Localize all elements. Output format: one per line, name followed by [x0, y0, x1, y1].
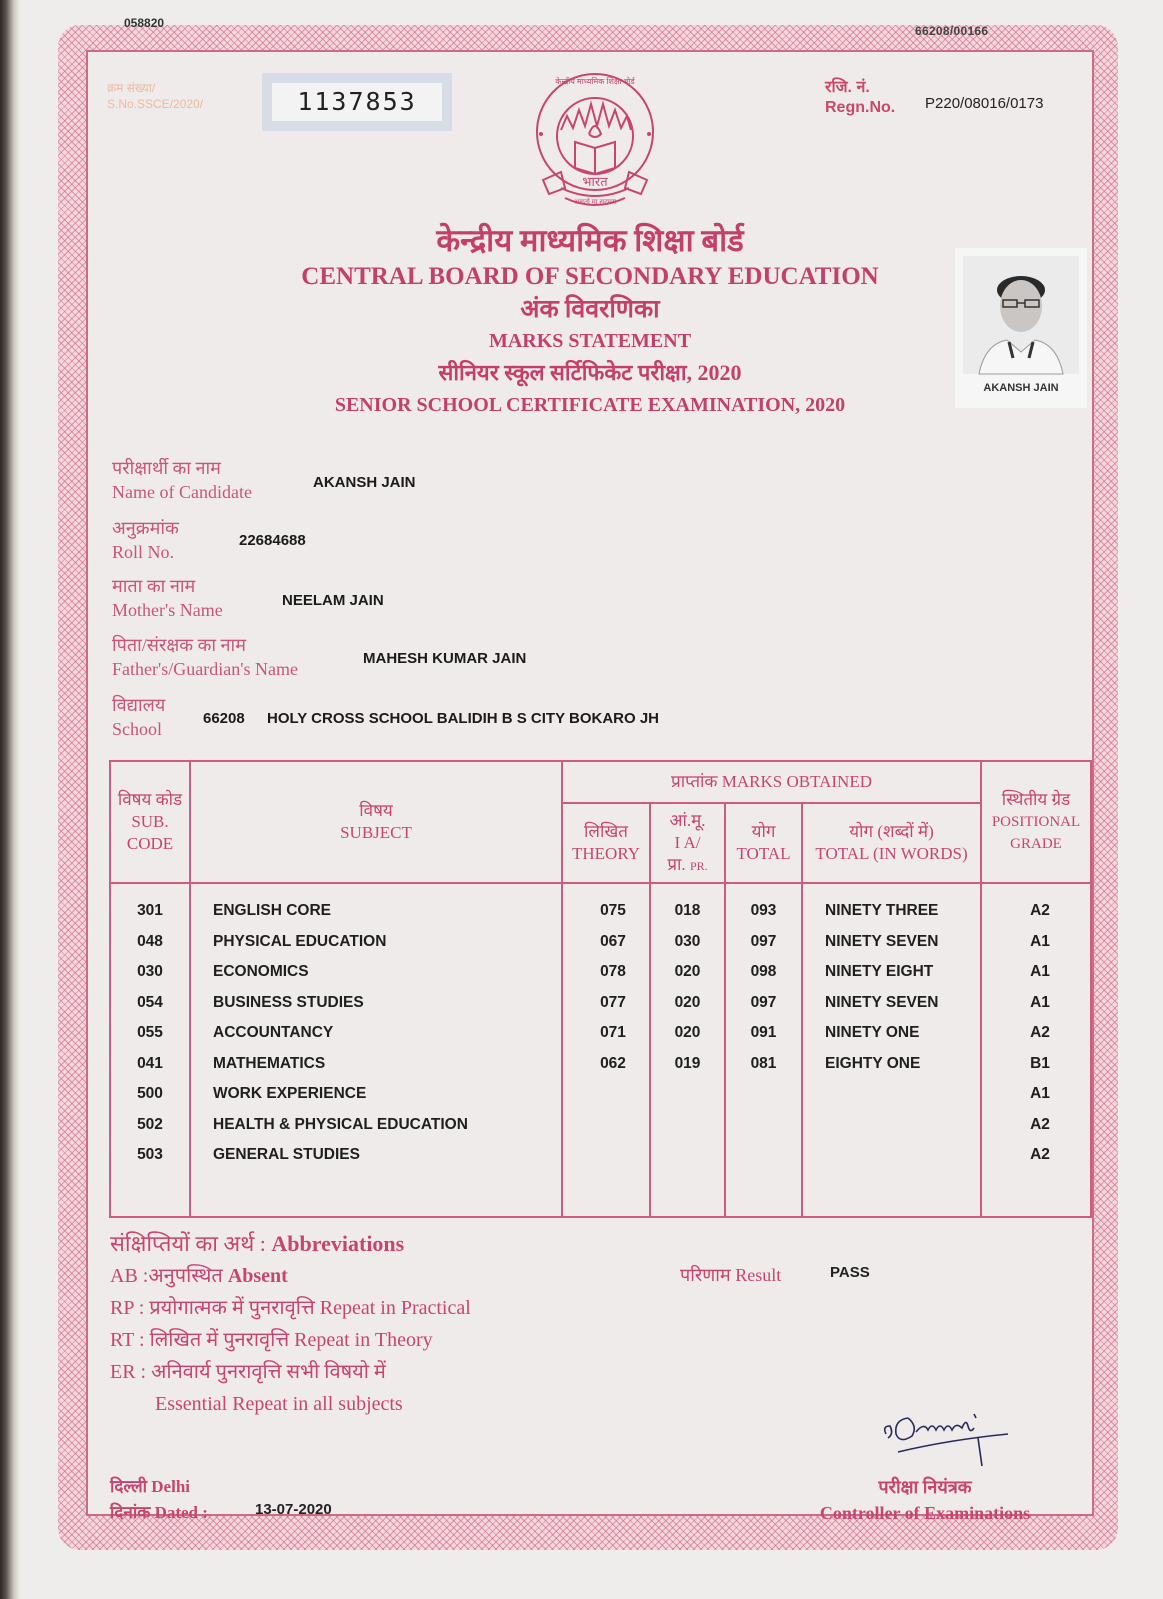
cell-grade: A2 — [1030, 1115, 1050, 1133]
header-text: TOTAL (IN WORDS) — [815, 844, 968, 863]
dated-label — [110, 1500, 208, 1526]
label-hindi: विद्यालय — [112, 695, 166, 715]
controller-signature — [878, 1404, 1028, 1474]
header-text: लिखित — [584, 822, 628, 841]
cell-grade: A1 — [1030, 963, 1050, 980]
cell-theory: 077 — [600, 993, 626, 1011]
abbr-hindi: अनुपस्थित — [148, 1265, 223, 1287]
table-header-row — [110, 761, 1091, 803]
header-text: CODE — [126, 834, 174, 853]
cell-code: 030 — [137, 963, 163, 980]
result-label — [680, 1263, 781, 1287]
cell-total: 097 — [750, 993, 777, 1011]
cell-code: 503 — [137, 1146, 163, 1163]
abbr-english: Repeat in Theory — [294, 1329, 433, 1351]
abbr-hindi: प्रयोगात्मक में पुनरावृत्ति — [149, 1297, 315, 1319]
abbr-code: RT : — [110, 1329, 145, 1351]
header-text: विषय कोड — [117, 790, 183, 809]
statement-title-english: MARKS STATEMENT — [488, 330, 692, 352]
serial-number-top-left: 058820 — [124, 16, 165, 30]
abbreviations-block — [110, 1228, 471, 1420]
regn-label-english: Regn.No. — [825, 99, 896, 116]
sno-label-hindi: क्रम संख्या/ — [107, 81, 156, 95]
abbr-code: AB : — [110, 1265, 149, 1287]
dated-hindi: दिनांक — [110, 1503, 151, 1522]
header-marks-obtained — [562, 761, 981, 803]
controller-hindi: परीक्षा नियंत्रक — [878, 1477, 972, 1497]
abbr-english: Repeat in Practical — [319, 1297, 471, 1319]
cell-words — [825, 1110, 980, 1141]
cell-subject: GENERAL STUDIES — [213, 1146, 360, 1163]
father-name-value: MAHESH KUMAR JAIN — [363, 650, 527, 667]
column-total — [725, 883, 802, 1217]
mother-name-label — [112, 574, 223, 622]
candidate-photo — [955, 248, 1087, 408]
header-sub-code — [110, 761, 190, 883]
label-hindi: पिता/संरक्षक का नाम — [112, 635, 246, 655]
cell-grade: A1 — [1030, 1085, 1050, 1102]
exam-title-english: SENIOR SCHOOL CERTIFICATE EXAMINATION, 2020 — [334, 394, 846, 416]
place-and-date — [110, 1474, 208, 1526]
cell-ia: 020 — [674, 1024, 701, 1041]
header-text: प्रा. — [667, 854, 686, 874]
header-ia-pr — [650, 803, 725, 883]
cell-total: 081 — [750, 1054, 777, 1072]
cell-subject: ACCOUNTANCY — [213, 1024, 334, 1041]
label-english: School — [112, 719, 163, 739]
abbr-item-ab — [110, 1260, 471, 1292]
cell-total: 093 — [750, 902, 777, 919]
cell-total — [726, 1110, 801, 1141]
board-name-english: CENTRAL BOARD OF SECONDARY EDUCATION — [301, 263, 879, 290]
person-portrait-icon — [955, 248, 1087, 378]
header-text: POSITIONAL — [991, 814, 1081, 830]
title-block — [270, 222, 910, 420]
photo-caption: AKANSH JAIN — [983, 382, 1059, 394]
cell-ia: 019 — [674, 1054, 701, 1072]
abbr-item-er — [110, 1356, 471, 1388]
school-label — [112, 693, 165, 741]
column-subject — [190, 883, 562, 1217]
candidate-name-value: AKANSH JAIN — [313, 474, 416, 491]
cell-words — [825, 1140, 980, 1171]
cell-ia: 020 — [674, 963, 701, 980]
label-english: Roll No. — [112, 542, 175, 562]
abbreviations-heading — [110, 1228, 471, 1260]
column-ia-pr — [650, 883, 725, 1217]
cell-words: NINETY SEVEN — [825, 993, 939, 1011]
header-text: I A/ — [674, 832, 701, 852]
label-english: Father's/Guardian's Name — [112, 659, 298, 679]
cell-grade: A1 — [1030, 993, 1050, 1011]
cell-subject: MATHEMATICS — [213, 1054, 326, 1072]
abbr-code: RP : — [110, 1297, 145, 1319]
scan-edge-shadow — [0, 0, 20, 1599]
column-grade — [981, 883, 1091, 1217]
dated-english: Dated : — [154, 1503, 208, 1522]
header-text: TOTAL — [736, 844, 791, 863]
cell-theory — [577, 1110, 649, 1141]
header-text: स्थितीय ग्रेड — [1001, 790, 1071, 809]
header-text: SUBJECT — [340, 823, 412, 842]
header-text: THEORY — [572, 844, 640, 863]
header-text: SUB. — [131, 812, 169, 831]
cell-code: 048 — [137, 932, 163, 950]
cell-theory: 071 — [600, 1024, 626, 1041]
abbr-heading-hindi: संक्षिप्तियों का अर्थ : — [110, 1231, 266, 1256]
cell-ia: 020 — [674, 993, 701, 1011]
abbr-item-rp — [110, 1292, 471, 1324]
label-hindi: अनुक्रमांक — [112, 518, 179, 538]
header-text: GRADE — [1010, 836, 1062, 852]
cell-subject: BUSINESS STUDIES — [213, 993, 364, 1011]
header-total-words — [802, 803, 981, 883]
cell-words: NINETY SEVEN — [825, 932, 939, 950]
cell-total: 098 — [750, 963, 777, 980]
result-label-hindi: परिणाम — [680, 1265, 731, 1285]
result-value: PASS — [830, 1264, 870, 1281]
abbr-english: Absent — [227, 1265, 288, 1287]
header-text: योग (शब्दों में) — [849, 822, 934, 841]
abbr-item-er-english: Essential Repeat in all subjects — [155, 1393, 403, 1415]
cell-grade: B1 — [1030, 1054, 1050, 1072]
cell-code: 055 — [137, 1024, 163, 1041]
cell-total — [726, 1079, 801, 1110]
column-theory — [562, 883, 650, 1217]
cell-words: NINETY THREE — [825, 902, 939, 919]
cell-words — [825, 1079, 980, 1110]
header-subject — [190, 761, 562, 883]
board-name-hindi: केन्द्रीय माध्यमिक शिक्षा बोर्ड — [436, 223, 744, 258]
cell-ia: 030 — [674, 932, 701, 950]
cell-subject: ENGLISH CORE — [213, 902, 331, 919]
cell-code: 301 — [137, 902, 163, 919]
label-english: Name of Candidate — [112, 482, 252, 502]
header-text: MARKS OBTAINED — [721, 772, 872, 791]
cell-words: NINETY EIGHT — [825, 963, 934, 980]
logo-motto: असतो मा सद्गमय — [573, 198, 617, 206]
logo-text-bharat: भारत — [582, 174, 608, 189]
roll-no-value: 22684688 — [239, 532, 306, 549]
header-total — [725, 803, 802, 883]
cell-ia — [651, 1110, 724, 1141]
regn-label — [825, 78, 895, 118]
header-text: PR. — [689, 858, 708, 873]
header-text: आं.मू. — [669, 810, 706, 830]
cell-subject: WORK EXPERIENCE — [213, 1085, 367, 1102]
cell-subject: PHYSICAL EDUCATION — [213, 932, 387, 950]
cell-theory: 062 — [600, 1054, 626, 1072]
cell-total: 097 — [750, 932, 777, 950]
cell-code: 500 — [137, 1085, 163, 1102]
serial-number-top-right: 66208/00166 — [915, 24, 989, 38]
header-text: प्राप्तांक — [671, 772, 718, 791]
father-name-label — [112, 633, 298, 681]
abbr-code: ER : — [110, 1361, 147, 1383]
marks-table — [109, 760, 1092, 1218]
cell-ia: 018 — [674, 902, 701, 919]
roll-no-label — [112, 516, 179, 564]
issue-date: 13-07-2020 — [255, 1501, 332, 1518]
school-name: HOLY CROSS SCHOOL BALIDIH B S CITY BOKARO JH — [267, 710, 659, 727]
sno-box — [262, 73, 452, 131]
cell-code: 041 — [137, 1054, 163, 1072]
exam-title-hindi: सीनियर स्कूल सर्टिफिकेट परीक्षा, 2020 — [438, 360, 742, 385]
cell-subject: ECONOMICS — [213, 963, 309, 980]
cell-code: 502 — [137, 1115, 163, 1133]
cell-total — [726, 1140, 801, 1171]
header-text-pr — [651, 854, 724, 877]
header-text: योग — [751, 822, 776, 841]
table-body-row — [110, 883, 1091, 1217]
abbr-hindi: अनिवार्य पुनरावृत्ति सभी विषयो में — [151, 1361, 386, 1383]
cell-theory: 075 — [600, 902, 626, 919]
cell-grade: A2 — [1030, 1146, 1050, 1163]
regn-label-hindi: रजि. नं. — [825, 79, 870, 96]
candidate-name-label — [112, 456, 252, 504]
column-sub-code — [110, 883, 190, 1217]
place-english: Delhi — [151, 1477, 191, 1496]
cell-words: NINETY ONE — [825, 1024, 920, 1041]
label-hindi: परीक्षार्थी का नाम — [112, 458, 221, 478]
abbr-hindi: लिखित में पुनरावृत्ति — [149, 1329, 290, 1351]
cell-grade: A2 — [1030, 902, 1050, 919]
label-english: Mother's Name — [112, 600, 223, 620]
cell-words: EIGHTY ONE — [825, 1054, 921, 1072]
mother-name-value: NEELAM JAIN — [282, 592, 384, 609]
sno-label — [107, 80, 203, 112]
abbr-heading-english: Abbreviations — [271, 1231, 405, 1256]
place — [110, 1474, 208, 1500]
cell-total: 091 — [750, 1024, 777, 1041]
sno-value: 1137853 — [272, 83, 442, 121]
regn-number: P220/08016/0173 — [925, 95, 1044, 112]
statement-title-hindi: अंक विवरणिका — [520, 296, 660, 323]
cell-theory: 067 — [600, 932, 626, 950]
cell-theory: 078 — [600, 963, 626, 980]
controller-of-examinations — [810, 1474, 1040, 1526]
column-total-words — [802, 883, 981, 1217]
abbr-item-rt — [110, 1324, 471, 1356]
header-positional-grade — [981, 761, 1091, 883]
logo-ring-text: केन्द्रीय माध्यमिक शिक्षा बोर्ड — [555, 77, 635, 86]
result-label-english: Result — [735, 1265, 782, 1285]
cell-code: 054 — [137, 993, 163, 1011]
cell-subject: HEALTH & PHYSICAL EDUCATION — [213, 1115, 468, 1133]
school-code: 66208 — [203, 710, 245, 727]
cell-grade: A1 — [1030, 932, 1050, 950]
header-text: विषय — [359, 801, 393, 820]
cell-grade: A2 — [1030, 1024, 1050, 1041]
header-theory — [562, 803, 650, 883]
cbse-logo-icon — [525, 70, 665, 215]
sno-label-english: S.No.SSCE/2020/ — [107, 97, 204, 111]
cell-theory — [577, 1140, 649, 1171]
cell-ia — [651, 1140, 724, 1171]
controller-english: Controller of Examinations — [819, 1503, 1031, 1523]
label-hindi: माता का नाम — [112, 576, 196, 596]
cell-ia — [651, 1079, 724, 1110]
place-hindi: दिल्ली — [110, 1477, 148, 1496]
cell-theory — [577, 1079, 649, 1110]
